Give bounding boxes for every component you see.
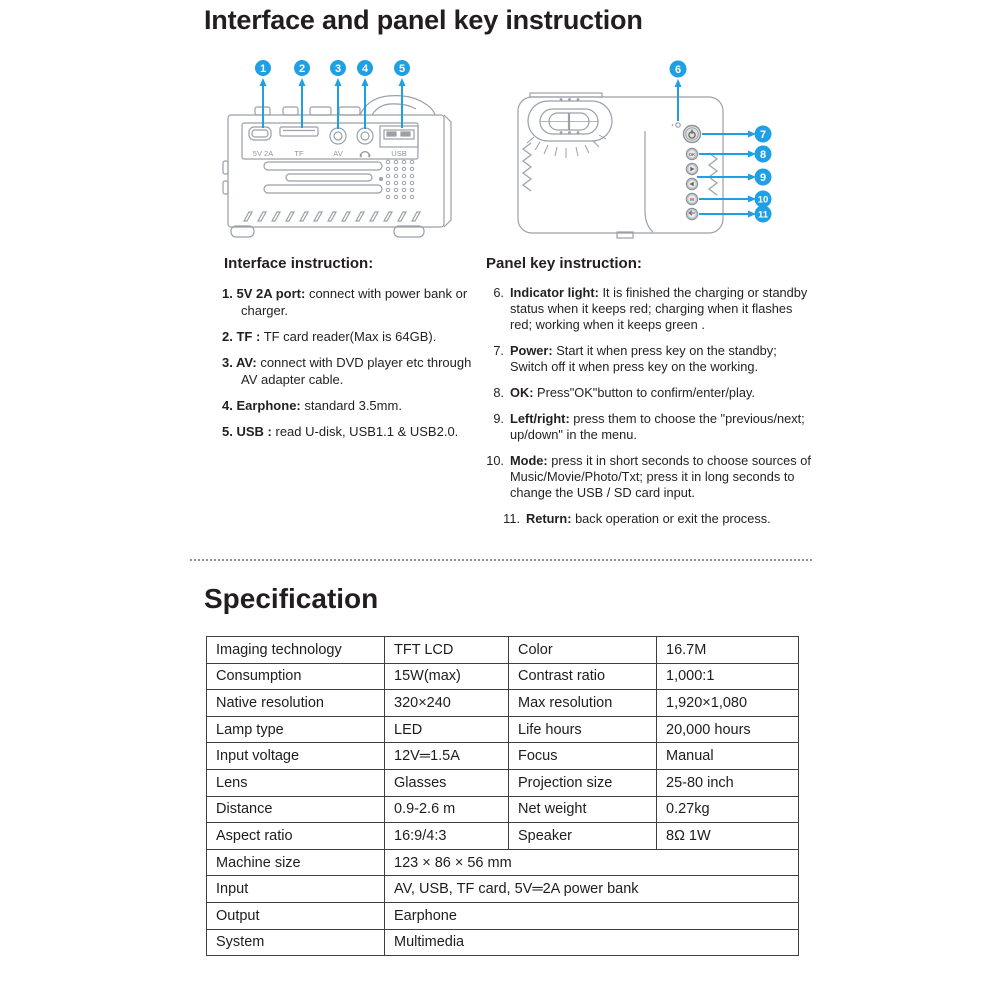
top-edge-keys bbox=[255, 107, 360, 115]
spec-label: Lens bbox=[207, 769, 385, 796]
right-side-vent-zigzag bbox=[709, 153, 717, 195]
ok-key bbox=[686, 148, 697, 159]
callout-11: 11 bbox=[757, 209, 769, 221]
lens-assembly bbox=[527, 101, 612, 158]
spec-value: 16:9/4:3 bbox=[385, 823, 509, 850]
av-port-label: AV bbox=[333, 149, 343, 158]
item-number: 2. bbox=[222, 329, 233, 344]
spec-label: Life hours bbox=[509, 716, 657, 743]
tf-port-label: TF bbox=[294, 149, 304, 158]
usb-port-label: USB bbox=[391, 149, 407, 158]
item-label: USB : bbox=[236, 424, 272, 439]
list-item bbox=[484, 285, 814, 333]
spec-label: Lamp type bbox=[207, 716, 385, 743]
body-seam-line bbox=[645, 131, 653, 232]
item-text: It is finished the charging or standby status when it keeps red; charging when it flashes red; working when it keeps green . bbox=[510, 285, 808, 332]
spec-label: Input bbox=[207, 876, 385, 903]
spec-value: 12V═1.5A bbox=[385, 743, 509, 770]
callout-badges-1-5 bbox=[255, 60, 410, 76]
item-number: 4. bbox=[222, 398, 233, 413]
left-device-diagram bbox=[222, 55, 478, 245]
spec-row bbox=[207, 796, 799, 823]
spec-label: System bbox=[207, 929, 385, 956]
list-item bbox=[484, 411, 814, 443]
item-label: OK: bbox=[510, 385, 534, 400]
spec-label: Imaging technology bbox=[207, 637, 385, 664]
list-item bbox=[222, 328, 478, 345]
callout-1: 1 bbox=[259, 62, 267, 75]
item-label: Left/right: bbox=[510, 411, 570, 426]
earphone-jack bbox=[357, 128, 373, 144]
spec-value: 20,000 hours bbox=[657, 716, 799, 743]
return-key bbox=[686, 208, 697, 219]
left-callouts bbox=[255, 60, 410, 129]
callout-7: 7 bbox=[759, 128, 767, 141]
item-text: read U-disk, USB1.1 & USB2.0. bbox=[275, 424, 459, 439]
spec-label: Aspect ratio bbox=[207, 823, 385, 850]
port-labels bbox=[253, 149, 407, 158]
spec-label: Speaker bbox=[509, 823, 657, 850]
spec-value: 1,920×1,080 bbox=[657, 690, 799, 717]
item-label: 5V 2A port: bbox=[236, 286, 306, 301]
item-number: 1. bbox=[222, 286, 233, 301]
panel-key-instruction-section bbox=[484, 255, 814, 537]
callout-arrowheads-1-5 bbox=[260, 78, 406, 86]
item-label: AV: bbox=[235, 355, 257, 370]
item-number: 10. bbox=[486, 453, 504, 468]
spec-row bbox=[207, 743, 799, 770]
item-label: Mode: bbox=[510, 453, 548, 468]
power-port-label: 5V 2A bbox=[252, 149, 274, 158]
list-item bbox=[222, 285, 478, 319]
item-label: Indicator light: bbox=[510, 285, 599, 300]
interface-instruction-heading: Interface instruction: bbox=[224, 255, 374, 272]
spec-label: Focus bbox=[509, 743, 657, 770]
callout-9: 9 bbox=[759, 171, 767, 184]
item-label: Power: bbox=[510, 343, 553, 358]
spec-row bbox=[207, 823, 799, 850]
spec-label: Color bbox=[509, 637, 657, 664]
spec-row bbox=[207, 929, 799, 956]
interface-instruction-section bbox=[222, 255, 478, 449]
spec-value: 0.9-2.6 m bbox=[385, 796, 509, 823]
spec-table bbox=[206, 636, 799, 956]
focus-wheel-hump bbox=[360, 96, 435, 115]
spec-value: 0.27kg bbox=[657, 796, 799, 823]
spec-label: Input voltage bbox=[207, 743, 385, 770]
ok-key-label: OK bbox=[688, 151, 696, 157]
mode-key-label: M bbox=[690, 197, 694, 202]
av-jack bbox=[330, 128, 346, 144]
spec-value: 16.7M bbox=[657, 637, 799, 664]
spec-row bbox=[207, 902, 799, 929]
spec-title: Specification bbox=[204, 583, 379, 614]
usb-port bbox=[380, 126, 418, 147]
dotted-separator bbox=[190, 559, 812, 561]
spec-label: Contrast ratio bbox=[509, 663, 657, 690]
item-number: 3. bbox=[222, 355, 233, 370]
list-item bbox=[484, 343, 814, 375]
item-number: 7. bbox=[493, 343, 504, 358]
spec-label: Distance bbox=[207, 796, 385, 823]
list-item bbox=[484, 453, 814, 501]
spec-value: LED bbox=[385, 716, 509, 743]
spec-label: Output bbox=[207, 902, 385, 929]
spec-row bbox=[207, 769, 799, 796]
spec-row bbox=[207, 849, 799, 876]
callout-8: 8 bbox=[759, 148, 767, 161]
left-side-vent-zigzag bbox=[523, 143, 531, 191]
micro-usb-port bbox=[249, 127, 271, 140]
spec-label: Max resolution bbox=[509, 690, 657, 717]
item-text: Press"OK"button to confirm/enter/play. bbox=[537, 385, 755, 400]
spec-row bbox=[207, 876, 799, 903]
spec-value: 8Ω 1W bbox=[657, 823, 799, 850]
spec-value: 1,000:1 bbox=[657, 663, 799, 690]
item-text: back operation or exit the process. bbox=[575, 511, 771, 526]
item-number: 11. bbox=[503, 511, 520, 526]
callout-6: 6 bbox=[674, 63, 682, 76]
item-label: Earphone: bbox=[236, 398, 301, 413]
device-feet bbox=[231, 226, 424, 237]
right-arrow-key bbox=[686, 163, 697, 174]
spec-value: 123 × 86 × 56 mm bbox=[385, 849, 799, 876]
list-item bbox=[500, 511, 814, 527]
spec-value: TFT LCD bbox=[385, 637, 509, 664]
power-key bbox=[684, 126, 701, 143]
spec-value: 15W(max) bbox=[385, 663, 509, 690]
list-item bbox=[484, 385, 814, 401]
spec-value: Earphone bbox=[385, 902, 799, 929]
spec-label: Projection size bbox=[509, 769, 657, 796]
spec-value: AV, USB, TF card, 5V═2A power bank bbox=[385, 876, 799, 903]
spec-value: Glasses bbox=[385, 769, 509, 796]
panel-keys bbox=[684, 126, 701, 220]
mode-key bbox=[686, 193, 697, 204]
item-number: 6. bbox=[493, 285, 504, 300]
device-body-bevel bbox=[444, 115, 451, 227]
focus-wheel-inner bbox=[372, 104, 416, 115]
item-text: connect with power bank or charger. bbox=[241, 286, 468, 318]
spec-row bbox=[207, 663, 799, 690]
item-text: TF card reader(Max is 64GB). bbox=[263, 329, 437, 344]
item-number: 5. bbox=[222, 424, 233, 439]
spec-value: 25-80 inch bbox=[657, 769, 799, 796]
item-text: Start it when press key on the standby; Switch off it when press key on the working. bbox=[510, 343, 777, 374]
panel-key-instruction-heading: Panel key instruction: bbox=[486, 255, 642, 272]
item-number: 9. bbox=[493, 411, 504, 426]
callout-4: 4 bbox=[361, 62, 369, 75]
callout-5: 5 bbox=[398, 62, 406, 75]
list-item bbox=[222, 397, 478, 414]
right-callouts bbox=[670, 61, 772, 223]
spec-row bbox=[207, 716, 799, 743]
spec-label: Consumption bbox=[207, 663, 385, 690]
right-device-diagram bbox=[500, 55, 790, 245]
callout-3: 3 bbox=[334, 62, 342, 75]
spec-value: Multimedia bbox=[385, 929, 799, 956]
callout-2: 2 bbox=[298, 62, 306, 75]
list-item bbox=[222, 354, 478, 388]
spec-value: Manual bbox=[657, 743, 799, 770]
page-title: Interface and panel key instruction bbox=[204, 5, 643, 35]
item-text: connect with DVD player etc through AV adapter cable. bbox=[241, 355, 472, 387]
item-label: TF : bbox=[236, 329, 261, 344]
indicator-light bbox=[676, 123, 680, 127]
left-arrow-key bbox=[686, 178, 697, 189]
indicator-dot bbox=[672, 124, 674, 126]
item-label: Return: bbox=[526, 511, 572, 526]
item-number: 8. bbox=[493, 385, 504, 400]
spec-value: 320×240 bbox=[385, 690, 509, 717]
speaker-grill-dots bbox=[380, 160, 414, 198]
vent-slots bbox=[264, 162, 382, 193]
item-text: press them to choose the "previous/next; up/down" in the menu. bbox=[510, 411, 805, 442]
earphone-icon bbox=[360, 152, 370, 158]
focus-slider-strip bbox=[530, 93, 602, 97]
tf-card-slot bbox=[280, 127, 318, 136]
spec-label: Net weight bbox=[509, 796, 657, 823]
item-text: standard 3.5mm. bbox=[304, 398, 402, 413]
item-text: press it in short seconds to choose sources of Music/Movie/Photo/Txt; press it in long seconds to change the USB / SD card input. bbox=[510, 453, 811, 500]
spec-row bbox=[207, 690, 799, 717]
callout-10: 10 bbox=[757, 194, 769, 206]
spec-label: Native resolution bbox=[207, 690, 385, 717]
bottom-zigzag-vents bbox=[244, 212, 420, 221]
left-edge-keys bbox=[223, 161, 228, 194]
spec-label: Machine size bbox=[207, 849, 385, 876]
list-item bbox=[222, 423, 478, 440]
spec-row bbox=[207, 637, 799, 664]
